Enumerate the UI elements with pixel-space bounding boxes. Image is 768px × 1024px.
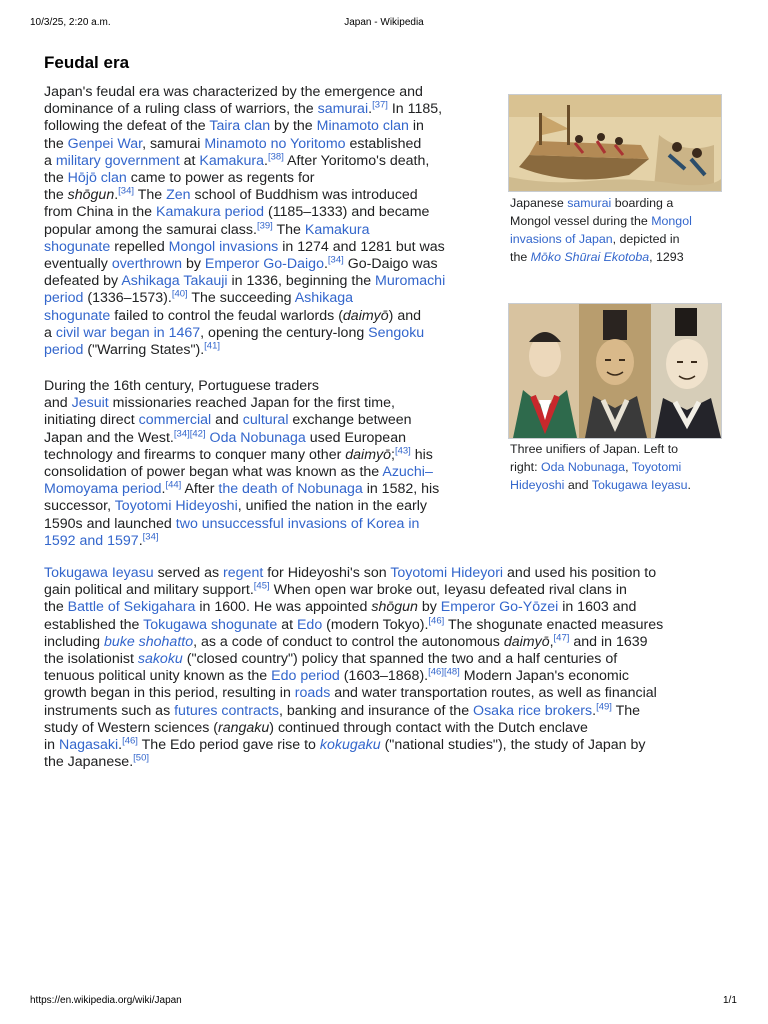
- text-line: [44, 308, 445, 325]
- wiki-link[interactable]: Azuchi–: [382, 464, 433, 481]
- text-run: .: [118, 737, 123, 754]
- wiki-link[interactable]: Muromachi: [375, 273, 446, 290]
- text-run: ("Warring States").: [83, 342, 205, 359]
- text-run: ("national studies"), the study of Japan by: [380, 737, 646, 754]
- text-run: 1590s and launched: [44, 515, 176, 532]
- figure-caption-unifiers: [510, 440, 691, 494]
- wiki-link[interactable]: period: [44, 290, 84, 307]
- wiki-link[interactable]: sakoku: [137, 651, 183, 668]
- wiki-link[interactable]: invasions of Japan: [510, 232, 613, 246]
- italic-text: shōgun: [67, 187, 115, 204]
- citation-link[interactable]: [46][48]: [428, 666, 460, 678]
- text-line: [44, 754, 663, 771]
- text-run: .: [138, 532, 143, 549]
- wiki-link[interactable]: roads: [294, 685, 331, 702]
- figure-caption-mongol: [510, 194, 692, 266]
- text-run: gain political and military support.: [44, 582, 254, 599]
- wiki-link[interactable]: Genpei War: [67, 135, 143, 152]
- wiki-link[interactable]: Emperor Go-Daigo: [204, 256, 324, 273]
- wiki-link[interactable]: commercial: [138, 412, 212, 429]
- text-run: ,: [549, 633, 554, 650]
- text-run: Mongol vessel during the: [510, 214, 652, 228]
- wiki-link[interactable]: samurai: [317, 101, 369, 118]
- text-line: [44, 239, 445, 256]
- text-run: Modern Japan's economic: [459, 668, 629, 685]
- print-url: https://en.wikipedia.org/wiki/Japan: [30, 995, 182, 1006]
- wiki-link[interactable]: overthrown: [111, 256, 183, 273]
- wiki-link[interactable]: Tokugawa Ieyasu: [44, 565, 154, 581]
- text-line: [510, 248, 692, 266]
- wiki-link[interactable]: civil war began in 1467: [55, 324, 201, 341]
- text-line: [44, 427, 439, 447]
- text-run: .: [323, 256, 328, 273]
- text-run: the Japanese.: [44, 754, 134, 771]
- text-run: by the: [270, 118, 317, 135]
- citation-link[interactable]: [38]: [267, 151, 284, 163]
- text-run: The shogunate enacted measures: [444, 616, 664, 633]
- text-run: growth began in this period, resulting in: [44, 685, 295, 702]
- wiki-link[interactable]: Toyotomi: [631, 460, 682, 474]
- text-run: school of Buddhism was introduced: [190, 187, 418, 204]
- text-run: , unified the nation in the early: [237, 498, 428, 515]
- wiki-link[interactable]: Sengoku: [368, 324, 425, 341]
- text-run: eventually: [44, 256, 112, 273]
- text-line: [44, 378, 439, 395]
- wiki-link[interactable]: Edo: [296, 616, 323, 633]
- text-run: technology and firearms to conquer many other: [44, 446, 346, 463]
- text-run: After Yoritomo's death,: [283, 152, 430, 169]
- text-run: in: [408, 118, 424, 135]
- text-run: , samurai: [142, 135, 205, 152]
- wiki-link[interactable]: Oda Nobunaga: [541, 460, 626, 474]
- text-line: [44, 481, 439, 498]
- citation-link[interactable]: [47]: [553, 632, 570, 644]
- wiki-link[interactable]: Momoyama period: [44, 481, 162, 498]
- text-line: [44, 599, 663, 616]
- wiki-link[interactable]: kokugaku: [319, 737, 381, 754]
- text-run: Three unifiers of Japan. Left to: [510, 442, 679, 456]
- text-line: [44, 614, 664, 634]
- text-line: [44, 153, 445, 170]
- wiki-link[interactable]: two unsuccessful invasions of Korea in: [175, 515, 420, 532]
- text-run: defeated by: [44, 273, 122, 290]
- text-line: [510, 230, 692, 248]
- text-line: [44, 498, 439, 515]
- text-run: Japan's feudal era was characterized by the emergence and: [44, 84, 423, 100]
- citation-link[interactable]: [34][42]: [173, 427, 206, 439]
- text-run: a: [44, 152, 56, 169]
- text-run: In 1185,: [387, 101, 443, 118]
- text-run: Go-Daigo was: [343, 256, 438, 273]
- text-line: [44, 395, 439, 412]
- text-run: repelled: [110, 238, 169, 255]
- text-run: .: [592, 702, 597, 719]
- text-run: , banking and insurance of the: [279, 702, 474, 719]
- wiki-link[interactable]: Ashikaga Takauji: [121, 273, 228, 290]
- figure-three-unifiers[interactable]: [508, 303, 722, 439]
- text-run: the: [44, 599, 68, 616]
- text-run: (1336–1573).: [83, 290, 172, 307]
- text-run: from China in the: [44, 204, 156, 221]
- text-run: in 1603 and: [558, 599, 637, 616]
- text-line: [44, 187, 445, 204]
- text-line: [44, 700, 663, 720]
- text-run: , 1293: [649, 250, 684, 264]
- text-run: for Hideyoshi's son: [263, 565, 391, 581]
- text-run: The: [134, 187, 167, 204]
- text-run: ;: [391, 446, 395, 463]
- text-run: exchange between: [288, 412, 412, 429]
- wiki-link[interactable]: Kamakura period: [155, 204, 265, 221]
- wiki-link[interactable]: samurai: [567, 196, 612, 210]
- text-run: right:: [510, 460, 541, 474]
- mongol-invasion-image[interactable]: [508, 94, 722, 192]
- text-line: [510, 458, 691, 476]
- wiki-link[interactable]: Minamoto no Yoritomo: [204, 135, 346, 152]
- citation-link[interactable]: [34]: [142, 531, 159, 543]
- section-heading: Feudal era: [44, 53, 130, 72]
- three-unifiers-image[interactable]: [508, 303, 722, 439]
- text-run: .: [264, 152, 268, 169]
- text-line: [44, 651, 663, 668]
- wiki-link[interactable]: regent: [223, 565, 264, 581]
- text-run: the: [510, 250, 531, 264]
- wiki-link[interactable]: Kamakura: [304, 221, 370, 238]
- text-line: [44, 634, 663, 651]
- wiki-link[interactable]: shogunate: [44, 238, 111, 255]
- citation-link[interactable]: [40]: [171, 288, 188, 300]
- text-line: [44, 136, 445, 153]
- wiki-link[interactable]: military government: [55, 152, 180, 169]
- text-run: .: [368, 101, 373, 118]
- text-line: [44, 668, 663, 685]
- text-run: During the 16th century, Portuguese traders: [44, 378, 319, 394]
- text-run: popular among the samurai class.: [44, 221, 257, 238]
- paragraph-tokugawa: [44, 565, 663, 771]
- text-run: missionaries reached Japan for the first time,: [108, 395, 395, 412]
- text-line: [44, 516, 439, 533]
- text-run: , as a code of conduct to control the autonomous: [193, 633, 504, 650]
- wiki-link[interactable]: Tokugawa Ieyasu: [591, 478, 688, 492]
- text-run: by: [417, 599, 441, 616]
- text-run: the: [44, 187, 68, 204]
- citation-link[interactable]: [46]: [122, 735, 138, 747]
- text-line: [44, 101, 445, 118]
- text-run: When open war broke out, Ieyasu defeated rival clans in: [269, 582, 627, 599]
- print-page-title: Japan - Wikipedia: [344, 17, 424, 28]
- italic-text: daimyō: [345, 446, 392, 463]
- text-run: in 1274 and 1281 but was: [278, 238, 445, 255]
- wiki-link[interactable]: Mōko Shūrai Ekotoba: [530, 250, 650, 264]
- figure-mongol-invasion[interactable]: [508, 94, 722, 192]
- wiki-link[interactable]: futures contracts: [174, 702, 279, 719]
- text-run: the isolationist: [44, 651, 138, 668]
- text-run: served as: [153, 565, 224, 581]
- wiki-link[interactable]: Hideyoshi: [510, 478, 565, 492]
- text-run: in 1600. He was appointed: [195, 599, 372, 616]
- text-run: his: [410, 446, 433, 463]
- text-line: [44, 342, 445, 359]
- wiki-link[interactable]: the death of Nobunaga: [218, 481, 363, 498]
- text-run: ("closed country") policy that spanned the two and a half centuries of: [182, 651, 618, 668]
- wiki-link[interactable]: Emperor Go-Yōzei: [440, 599, 559, 616]
- citation-link[interactable]: [37]: [372, 99, 388, 111]
- text-run: following the defeat of the: [44, 118, 210, 135]
- wiki-link[interactable]: Kamakura: [199, 152, 265, 169]
- wiki-link[interactable]: Battle of Sekigahara: [67, 599, 196, 616]
- text-run: successor,: [44, 498, 115, 515]
- wiki-link[interactable]: shogunate: [44, 307, 111, 324]
- text-line: [44, 170, 445, 187]
- text-run: in: [44, 737, 59, 754]
- text-run: , opening the century-long: [200, 324, 369, 341]
- text-line: [44, 582, 663, 599]
- text-run: tenuous political unity known as the: [44, 668, 272, 685]
- text-run: and: [564, 478, 592, 492]
- citation-link[interactable]: [41]: [204, 340, 221, 352]
- italic-text: daimyō: [342, 307, 389, 324]
- text-line: [510, 194, 692, 212]
- print-datetime: 10/3/25, 2:20 a.m.: [30, 17, 111, 28]
- text-run: Japan and the West.: [44, 429, 174, 446]
- italic-text: shōgun: [371, 599, 418, 616]
- text-run: and: [211, 412, 243, 429]
- text-run: The Edo period gave rise to: [137, 737, 320, 754]
- text-run: , depicted in: [612, 232, 680, 246]
- citation-link[interactable]: [43]: [394, 445, 411, 457]
- text-run: in 1582, his: [362, 481, 440, 498]
- text-line: [44, 219, 445, 239]
- text-line: [510, 440, 691, 458]
- text-run: the: [44, 135, 68, 152]
- text-run: ) and: [388, 307, 422, 324]
- text-run: at: [277, 616, 297, 633]
- text-run: .: [687, 478, 691, 492]
- text-run: (1603–1868).: [339, 668, 429, 685]
- text-run: The: [611, 702, 641, 719]
- text-run: established the: [44, 616, 144, 633]
- text-run: initiating direct: [44, 412, 139, 429]
- italic-text: rangaku: [218, 719, 270, 736]
- wiki-link[interactable]: period: [44, 342, 84, 359]
- text-run: failed to control the feudal warlords (: [110, 307, 343, 324]
- text-line: [44, 447, 439, 464]
- text-line: [44, 533, 439, 550]
- italic-text: daimyō: [503, 633, 550, 650]
- wiki-link[interactable]: Ashikaga: [294, 290, 354, 307]
- citation-link[interactable]: [44]: [165, 479, 182, 491]
- wiki-link[interactable]: 1592 and 1597: [44, 532, 139, 549]
- text-line: [510, 212, 692, 230]
- text-run: at: [179, 152, 200, 169]
- text-run: The succeeding: [187, 290, 295, 307]
- text-run: used European: [305, 429, 406, 446]
- wiki-link[interactable]: cultural: [242, 412, 289, 429]
- wiki-link[interactable]: Tokugawa shogunate: [143, 616, 278, 633]
- text-run: Japanese: [510, 196, 568, 210]
- text-run: and used his position to: [503, 565, 657, 581]
- text-run: The: [272, 221, 305, 238]
- wiki-link[interactable]: buke shohatto: [103, 633, 194, 650]
- text-run: ,: [625, 460, 632, 474]
- citation-link[interactable]: [34]: [327, 254, 344, 266]
- text-line: [44, 325, 445, 342]
- text-line: [510, 476, 691, 494]
- text-line: [44, 256, 445, 273]
- text-run: ) continued through contact with the Dutch enclave: [269, 719, 588, 736]
- wiki-link[interactable]: Jesuit: [71, 395, 109, 412]
- text-line: [44, 290, 445, 307]
- paragraph-feudal-intro: [44, 84, 445, 359]
- wiki-link[interactable]: Toyotomi Hideyoshi: [114, 498, 238, 515]
- text-run: came to power as regents for: [126, 170, 315, 187]
- text-run: consolidation of power began what was known as the: [44, 464, 383, 481]
- text-run: dominance of a ruling class of warriors, the: [44, 101, 318, 118]
- text-line: [44, 685, 663, 702]
- wiki-link[interactable]: Toyotomi Hideyori: [390, 565, 504, 581]
- wiki-link[interactable]: Osaka rice brokers: [473, 702, 593, 719]
- wiki-link[interactable]: Hōjō clan: [67, 170, 127, 187]
- text-run: study of Western sciences (: [44, 719, 218, 736]
- text-run: and in 1639: [569, 633, 648, 650]
- text-run: a: [44, 324, 56, 341]
- text-run: and: [44, 395, 72, 412]
- text-run: by: [182, 256, 205, 273]
- citation-link[interactable]: [49]: [596, 700, 612, 712]
- text-line: [44, 273, 445, 290]
- citation-link[interactable]: [39]: [256, 219, 273, 231]
- wiki-link[interactable]: Oda Nobunaga: [209, 429, 306, 446]
- paragraph-sixteenth-century: [44, 378, 439, 550]
- text-run: the: [44, 170, 68, 187]
- citation-link[interactable]: [46]: [428, 614, 445, 626]
- citation-link[interactable]: [45]: [253, 580, 270, 592]
- wiki-link[interactable]: Zen: [166, 187, 191, 204]
- text-line: [44, 118, 445, 135]
- citation-link[interactable]: [50]: [133, 752, 149, 764]
- text-run: instruments such as: [44, 702, 175, 719]
- text-line: [44, 412, 439, 429]
- text-run: .: [161, 481, 166, 498]
- text-line: [44, 565, 663, 582]
- wiki-link[interactable]: Nagasaki: [58, 737, 119, 754]
- wiki-link[interactable]: Edo period: [271, 668, 340, 685]
- text-line: [44, 464, 439, 481]
- citation-link[interactable]: [34]: [118, 185, 135, 197]
- print-page-number: 1/1: [723, 995, 737, 1006]
- text-run: including: [44, 633, 104, 650]
- wiki-link[interactable]: Taira clan: [209, 118, 271, 135]
- text-run: boarding a: [611, 196, 674, 210]
- text-run: and water transportation routes, as well as financial: [330, 685, 657, 702]
- text-run: in 1336, beginning the: [227, 273, 376, 290]
- text-line: [44, 204, 445, 221]
- wiki-link[interactable]: Mongol invasions: [168, 238, 279, 255]
- text-run: After: [181, 481, 219, 498]
- text-run: (1185–1333) and became: [264, 204, 430, 221]
- wiki-link[interactable]: Minamoto clan: [316, 118, 409, 135]
- text-run: .: [114, 187, 119, 204]
- text-run: established: [345, 135, 422, 152]
- text-run: (modern Tokyo).: [322, 616, 429, 633]
- wiki-link[interactable]: Mongol: [651, 214, 692, 228]
